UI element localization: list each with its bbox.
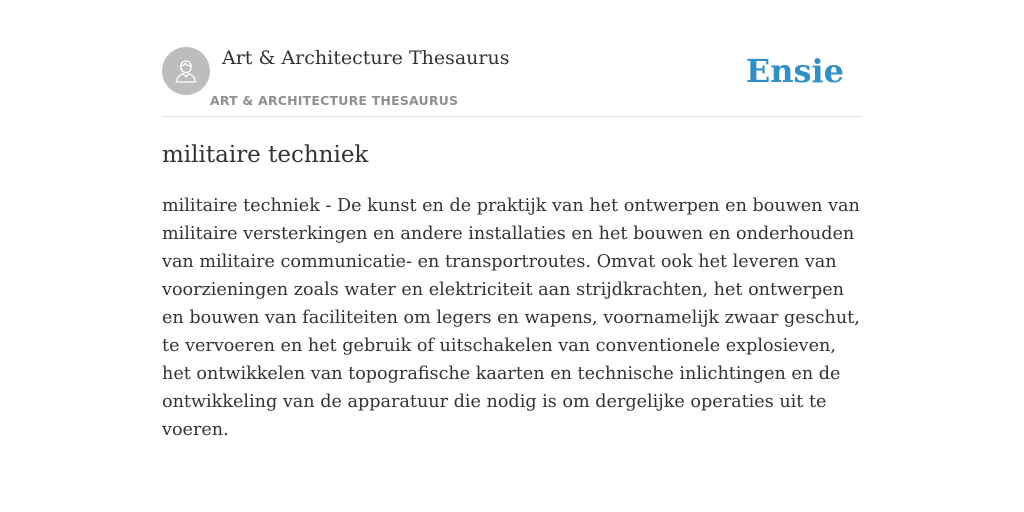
- page-title: militaire techniek: [162, 142, 369, 168]
- user-silhouette-icon: [171, 56, 201, 86]
- source-title[interactable]: Art & Architecture Thesaurus: [222, 47, 510, 69]
- header: [162, 46, 862, 117]
- brand-logo[interactable]: Ensie: [745, 52, 844, 90]
- definition-text: militaire techniek - De kunst en de praktijk van het ontwerpen en bouwen van militaire versterkingen en andere installaties en het bouwen en onderhouden van militaire communicatie- en transportroutes. Omvat ook het leveren van voorzieningen zoals water en elektriciteit aan strijdkrachten, het ontwerpen en bouwen van faciliteiten om legers en wapens, voornamelijk zwaar geschut, te vervoeren en het gebruik of uitschakelen van conventionele explosieven, het ontwikkelen van topografische kaarten en technische inlichtingen en de ontwikkeling van de apparatuur die nodig is om dergelijke operaties uit te voeren.: [162, 196, 860, 440]
- avatar[interactable]: [162, 47, 210, 95]
- source-subtitle[interactable]: ART & ARCHITECTURE THESAURUS: [210, 93, 459, 108]
